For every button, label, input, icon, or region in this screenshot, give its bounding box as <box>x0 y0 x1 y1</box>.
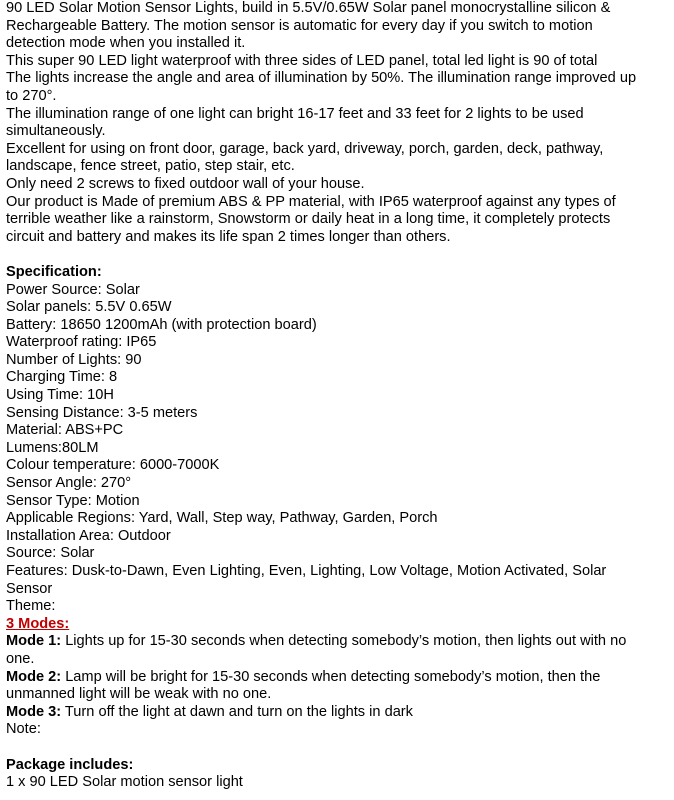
description-line: Only need 2 screws to fixed outdoor wall of your house. <box>6 175 365 192</box>
spec-line: Sensing Distance: 3-5 meters <box>6 404 198 421</box>
spec-line: Lumens:80LM <box>6 439 99 456</box>
modes-section <box>6 616 670 739</box>
note-line: Note: <box>6 721 41 738</box>
spec-line: Theme: <box>6 598 56 615</box>
description-line: This super 90 LED light waterproof with three sides of LED panel, total led light is 90 of total <box>6 52 598 69</box>
description-line: circuit and battery and makes its life span 2 times longer than others. <box>6 228 451 245</box>
mode-2-line <box>6 669 670 687</box>
mode-1-continuation: one. <box>6 650 35 667</box>
spec-line: Battery: 18650 1200mAh (with protection board) <box>6 316 317 333</box>
spec-line: Using Time: 10H <box>6 387 114 404</box>
description-line: simultaneously. <box>6 123 106 140</box>
package-heading: Package includes: <box>6 756 134 773</box>
description-line: Rechargeable Battery. The motion sensor is automatic for every day if you switch to motion <box>6 17 593 34</box>
description-section <box>6 0 670 246</box>
description-line: terrible weather like a rainstorm, Snowstorm or daily heat in a long time, it completely protects <box>6 211 611 228</box>
spec-line: Charging Time: 8 <box>6 369 118 386</box>
spec-line: Number of Lights: 90 <box>6 351 142 368</box>
spec-line: Solar panels: 5.5V 0.65W <box>6 299 172 316</box>
package-item: 1 x 90 LED Solar motion sensor light <box>6 774 243 791</box>
description-line: The illumination range of one light can bright 16-17 feet and 33 feet for 2 lights to be used <box>6 105 584 122</box>
description-line: The lights increase the angle and area of illumination by 50%. The illumination range improved up <box>6 70 637 87</box>
spec-line: Installation Area: Outdoor <box>6 527 171 544</box>
spec-line: Power Source: Solar <box>6 281 140 298</box>
spec-line: Waterproof rating: IP65 <box>6 334 157 351</box>
mode-2-label: Mode 2: <box>6 668 62 685</box>
mode-1-line <box>6 633 670 651</box>
spec-line: Sensor <box>6 580 53 597</box>
description-line: 90 LED Solar Motion Sensor Lights, build in 5.5V/0.65W Solar panel monocrystalline silicon & <box>6 0 611 16</box>
spec-line: Material: ABS+PC <box>6 422 124 439</box>
mode-3-label: Mode 3: <box>6 703 62 720</box>
specification-heading: Specification: <box>6 263 102 280</box>
description-line: to 270°. <box>6 87 57 104</box>
spec-line: Sensor Type: Motion <box>6 492 140 509</box>
spec-line: Colour temperature: 6000-7000K <box>6 457 220 474</box>
description-line: Excellent for using on front door, garage, back yard, driveway, porch, garden, deck, pathway, <box>6 140 604 157</box>
mode-1-text: Lights up for 15-30 seconds when detecting somebody’s motion, then lights out with no <box>61 633 627 650</box>
spec-line: Sensor Angle: 270° <box>6 475 132 492</box>
specification-section <box>6 264 670 616</box>
spec-line: Applicable Regions: Yard, Wall, Step way, Pathway, Garden, Porch <box>6 510 438 527</box>
mode-1-label: Mode 1: <box>6 633 62 650</box>
mode-2-continuation: unmanned light will be weak with no one. <box>6 686 272 703</box>
spec-line: Features: Dusk-to-Dawn, Even Lighting, Even, Lighting, Low Voltage, Motion Activated, Solar <box>6 563 607 579</box>
mode-3-text: Turn off the light at dawn and turn on the lights in dark <box>61 703 413 720</box>
spacer <box>6 246 670 264</box>
spec-line: Source: Solar <box>6 545 95 562</box>
description-line: Our product is Made of premium ABS & PP material, with IP65 waterproof against any types of <box>6 193 616 210</box>
modes-heading: 3 Modes: <box>6 615 70 632</box>
package-section <box>6 757 670 792</box>
description-line: detection mode when you installed it. <box>6 35 246 52</box>
mode-3-line <box>6 704 670 722</box>
mode-2-text: Lamp will be bright for 15-30 seconds when detecting somebody’s motion, then the <box>61 668 601 685</box>
description-line: landscape, fence street, patio, step stair, etc. <box>6 158 295 175</box>
spacer <box>6 739 670 757</box>
